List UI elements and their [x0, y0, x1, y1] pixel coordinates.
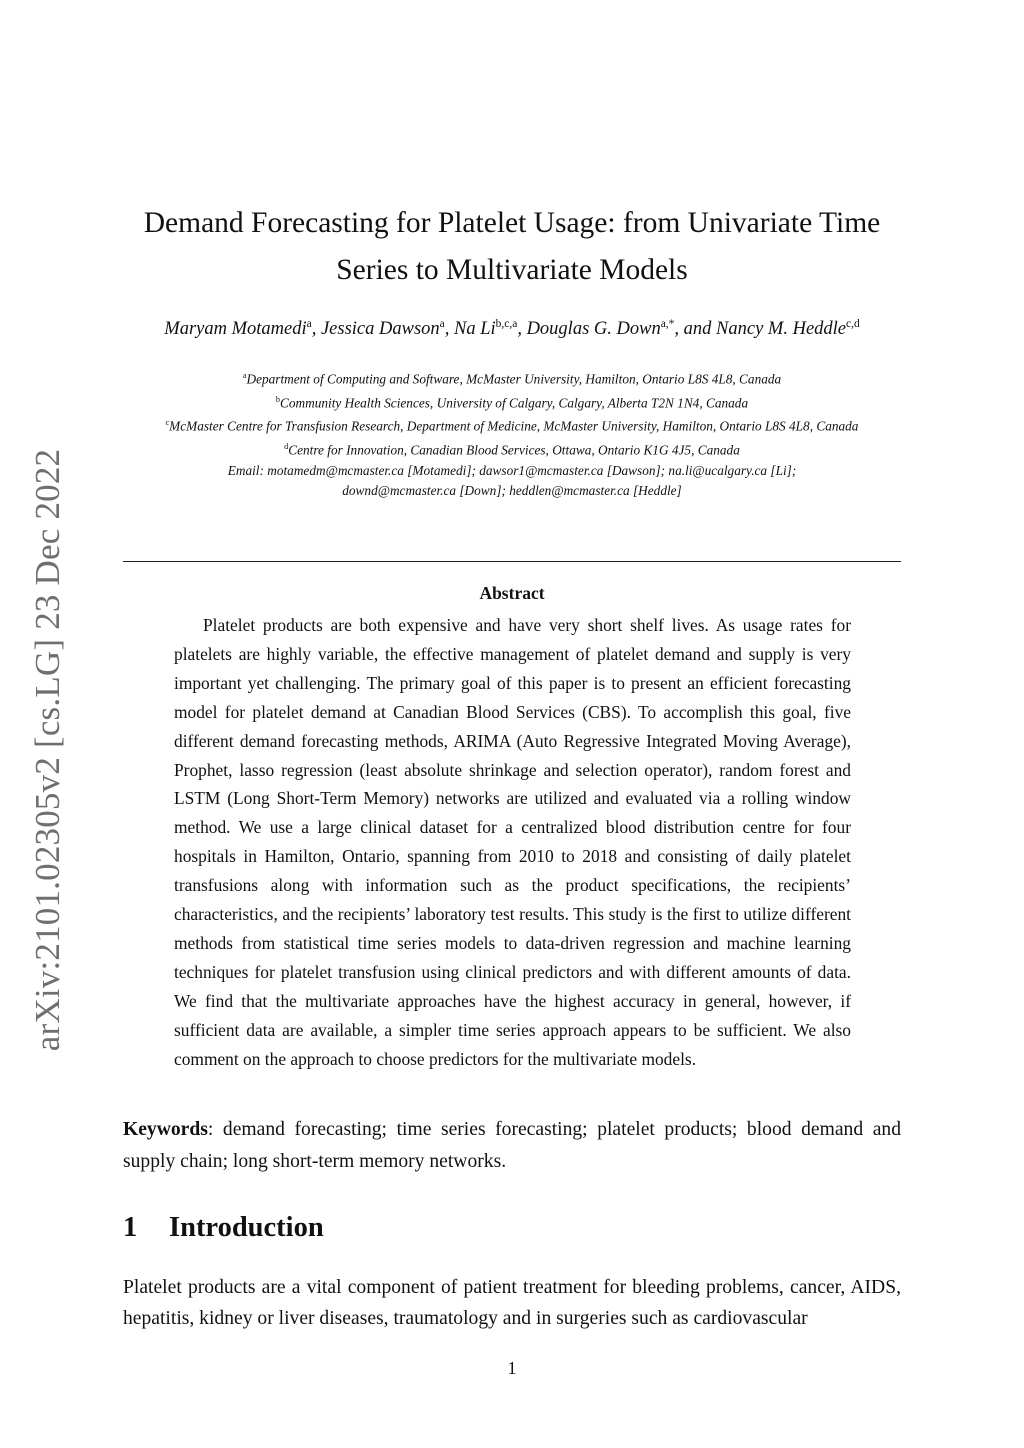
- affiliation-marker: d: [284, 442, 289, 452]
- author-list: [120, 318, 904, 340]
- affiliation-line: [120, 390, 904, 414]
- paper-title: Demand Forecasting for Platelet Usage: from Univariate Time Series to Multivariate Models: [143, 207, 881, 286]
- header-divider: [123, 561, 901, 562]
- affiliation-line: [120, 366, 904, 390]
- author-name: Na Li: [454, 319, 496, 340]
- arxiv-identifier-stamp: arXiv:2101.02305v2 [cs.LG] 23 Dec 2022: [28, 448, 67, 1052]
- keywords-paragraph: [123, 1114, 901, 1178]
- affiliation-list: [120, 366, 904, 461]
- affiliation-marker: c: [165, 418, 170, 428]
- affiliation-text: Community Health Sciences, University of Calgary, Calgary, Alberta T2N 1N4, Canada: [280, 395, 749, 411]
- author-affiliation-marker: a: [306, 318, 312, 330]
- introduction-paragraph: Platelet products are a vital component of patient treatment for bleeding problems, cancer, AIDS, hepatitis, kidney or liver diseases, traumatology and in surgeries such as cardiovascular: [123, 1277, 901, 1329]
- author-affiliation-marker: a: [439, 318, 445, 330]
- keywords-label: Keywords: [123, 1119, 208, 1140]
- affiliation-text: McMaster Centre for Transfusion Research, Department of Medicine, McMaster University, Hamilton, Ontario L8S 4L8, Canada: [169, 418, 859, 434]
- section-number: 1: [123, 1212, 138, 1243]
- email-line-2: downd@mcmaster.ca [Down]; heddlen@mcmaster.ca [Heddle]: [342, 483, 682, 499]
- abstract-text: Platelet products are both expensive and have very short shelf lives. As usage rates for platelets are highly variable, the effective management of platelet demand and supply is very important yet challenging. The primary goal of this paper is to present an efficient forecasting model for platelet demand at Canadian Blood Services (CBS). To accomplish this goal, five different demand forecasting methods, ARIMA (Auto Regressive Integrated Moving Average), Prophet, lasso regression (least absolute shrinkage and selection operator), random forest and LSTM (Long Short-Term Memory) networks are utilized and evaluated via a rolling window method. We use a large clinical dataset for a centralized blood distribution centre for four hospitals in Hamilton, Ontario, spanning from 2010 to 2018 and consisting of daily platelet transfusions along with information such as the product specifications, the recipients’ characteristics, and the recipients’ laboratory test results. This study is the first to utilize different methods from statistical time series models to data-driven regression and machine learning techniques for platelet transfusion using clinical predictors and with different amounts of data. We find that the multivariate approaches have the highest accuracy in general, however, if sufficient data are available, a simpler time series approach appears to be sufficient. We also comment on the approach to choose predictors for the multivariate models.: [174, 615, 851, 1069]
- author-name: Nancy M. Heddle: [716, 319, 847, 340]
- affiliation-marker: b: [275, 394, 281, 404]
- affiliation-line: [120, 437, 904, 461]
- author-separator: ,: [517, 319, 527, 340]
- email-line-1: Email: motamedm@mcmaster.ca [Motamedi]; dawsor1@mcmaster.ca [Dawson]; na.li@ucalgary.ca [Li];: [227, 462, 797, 478]
- affiliations-block: [120, 366, 904, 501]
- abstract-heading: Abstract: [479, 583, 545, 603]
- author-affiliation-marker: a,*: [660, 318, 675, 330]
- author-separator: , and: [674, 319, 717, 340]
- author-name: Maryam Motamedi: [164, 319, 307, 340]
- author-name: Jessica Dawson: [320, 319, 440, 340]
- author-separator: ,: [444, 319, 454, 340]
- keywords-text: : demand forecasting; time series forecasting; platelet products; blood demand and supply chain; long short-term memory networks.: [123, 1119, 901, 1172]
- affiliation-line: [120, 413, 904, 437]
- affiliation-text: Department of Computing and Software, McMaster University, Hamilton, Ontario L8S 4L8, Canada: [246, 371, 782, 387]
- author-affiliation-marker: c,d: [846, 318, 860, 330]
- page-number: 1: [507, 1358, 517, 1378]
- author-affiliation-marker: b,c,a: [495, 318, 518, 330]
- section-title: Introduction: [169, 1212, 324, 1243]
- author-separator: ,: [311, 319, 321, 340]
- affiliation-marker: a: [242, 371, 247, 380]
- author-name: Douglas G. Down: [526, 319, 661, 340]
- affiliation-text: Centre for Innovation, Canadian Blood Services, Ottawa, Ontario K1G 4J5, Canada: [288, 442, 740, 458]
- section-heading-introduction: [123, 1212, 324, 1244]
